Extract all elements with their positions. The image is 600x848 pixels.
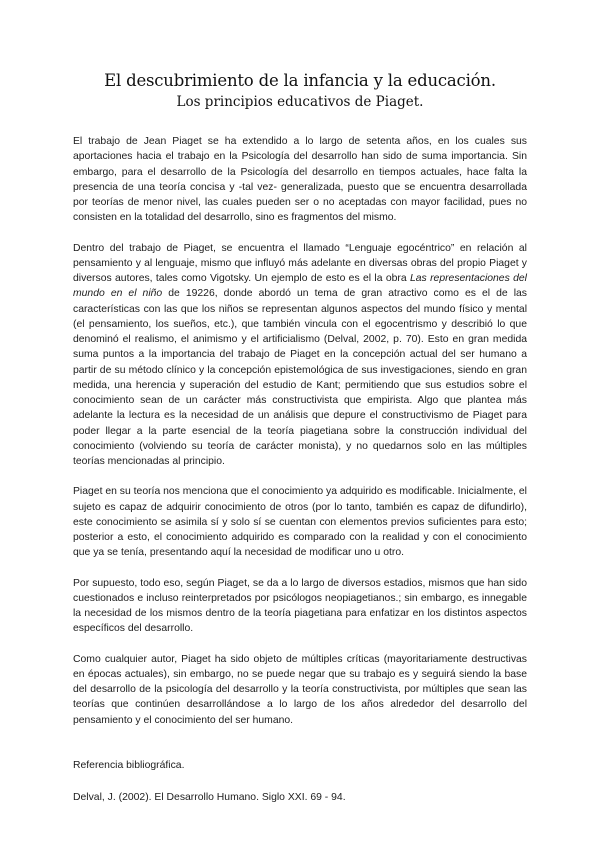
paragraph-5: Como cualquier autor, Piaget ha sido objeto de múltiples críticas (mayoritariamente destructivas en épocas actuales), sin embargo, no se puede negar que su trabajo es y seguirá siendo la base del desarrollo de la psicología del desarrollo y la teoría constructivista, por múltiples que sean las teorías que continúen desarrollándose a lo largo de los años alrededor del desarrollo del pensamiento y el conocimiento del ser humano. bbox=[73, 653, 527, 726]
document-page bbox=[73, 70, 527, 805]
paragraph-2-text-a: Dentro del trabajo de Piaget, se encuentra el llamado “Lenguaje egocéntrico” en relación al pensamiento y al lenguaje, mismo que influyó más adelante en diversas obras del propio Piaget y diversos autores, tales como Vigotsky. Un ejemplo de esto es el la obra bbox=[73, 242, 527, 284]
paragraph-2 bbox=[73, 241, 527, 470]
references-heading: Referencia bibliográfica. bbox=[73, 759, 185, 771]
document-title: El descubrimiento de la infancia y la educación. bbox=[104, 71, 496, 90]
paragraph-2-text-b: de 19226, donde abordó un tema de gran atractivo como es el de las características con las que los niños se representan algunos aspectos del mundo físico y mental (el pensamiento, los sueños, etc.), que también vincula con el egocentrismo y describió lo que denominó el realismo, el animismo y el artificialismo (Delval, 2002, p. 70). Esto en gran medida suma puntos a la importancia del trabajo de Piaget en la concepción actual del ser humano a partir de su método clínico y la concepción epistemológica de sus investigaciones, siendo en gran medida, una herencia y superación del estudio de Kant; permitiendo que sus estudios sobre el conocimiento sean de un carácter más constructivista que empirista. Algo que plantea más adelante la lectura es la necesidad de un análisis que depure el constructivismo de Piaget para poder llegar a la parte esencial de la teoría piagetiana sobre la construcción individual del conocimiento (volviendo su teoría de carácter monista), y no quedarnos solo en las múltiples teorías mencionadas al principio. bbox=[73, 288, 527, 467]
paragraph-1: El trabajo de Jean Piaget se ha extendido a lo largo de setenta años, en los cuales sus aportaciones hacia el trabajo en la Psicología del desarrollo han sido de suma importancia. Sin embargo, para el desarrollo de la Psicología del desarrollo en tiempos actuales, hace falta la presencia de una teoría concisa y -tal vez- generalizada, puesto que se encuentra desarrollada por teorías de menor nivel, las cuales pueden ser o no aceptadas con mayor facilidad, pues no consisten en la totalidad del desarrollo, sino es fragmentos del mismo. bbox=[73, 136, 527, 224]
reference-item: Delval, J. (2002). El Desarrollo Humano. Siglo XXI. 69 - 94. bbox=[73, 791, 346, 803]
book-title-italic: Las representaciones del mundo en el niño bbox=[73, 273, 527, 300]
document-subtitle: Los principios educativos de Piaget. bbox=[176, 94, 424, 110]
paragraph-3: Piaget en su teoría nos menciona que el conocimiento ya adquirido es modificable. Inicialmente, el sujeto es capaz de adquirir conocimiento de otros (por lo tanto, también es capaz de difundirlo), este conocimiento se asimila sí y solo sí se cuentan con elementos previos suficientes para esto; posterior a esto, el conocimiento adquirido es comparado con la realidad y con el conocimiento que ya se tenía, presentando aquí la necesidad de modificar uno u otro. bbox=[73, 486, 527, 559]
paragraph-4: Por supuesto, todo eso, según Piaget, se da a lo largo de diversos estadios, mismos que han sido cuestionados e incluso reinterpretados por psicólogos neopiagetianos.; sin embargo, es innegable la necesidad de los mismos dentro de la teoría piagetiana para enfatizar en los distintos aspectos específicos del desarrollo. bbox=[73, 577, 527, 635]
